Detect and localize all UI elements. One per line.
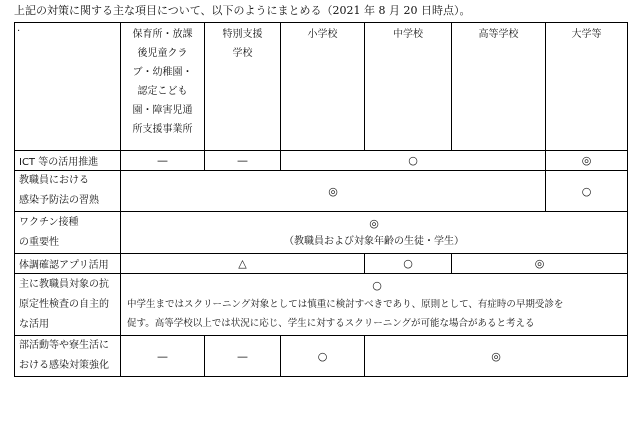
row-vaccine-all xyxy=(121,212,628,254)
row-antigen-label xyxy=(15,274,121,336)
header-university xyxy=(546,23,628,151)
row-health-app-label: 体調確認アプリ活用 xyxy=(15,254,121,274)
header-nursery-line: 園・障害児通 xyxy=(132,105,193,116)
row-ict-label: ICT 等の活用推進 xyxy=(15,151,121,171)
header-special xyxy=(205,23,281,151)
row-vaccine xyxy=(15,212,628,254)
row-ict-school: ○ xyxy=(281,151,546,171)
header-nursery-line: ブ・幼稚園・ xyxy=(132,67,193,78)
corner-mark: . xyxy=(17,23,21,34)
header-high-label: 高等学校 xyxy=(478,29,519,40)
row-vaccine-note: （教職員および対象年齢の生徒・学生） xyxy=(284,235,464,247)
header-row xyxy=(15,23,628,151)
header-elementary xyxy=(281,23,365,151)
row-label-line: の重要性 xyxy=(19,236,59,248)
row-staff-training-university: ○ xyxy=(546,171,628,212)
row-health-app-high-univ: ◎ xyxy=(452,254,628,274)
row-staff-training xyxy=(15,171,628,212)
row-vaccine-mark: ◎ xyxy=(369,216,379,230)
row-club-label xyxy=(15,336,121,377)
header-nursery-line: 後児童クラ xyxy=(137,48,188,59)
measures-table xyxy=(14,22,628,377)
row-staff-training-label xyxy=(15,171,121,212)
row-antigen-text-1: 中学生まではスクリーニング対象としては慎重に検討すべきであり、原則として、有症時の早期受診を xyxy=(127,299,564,310)
row-antigen-all xyxy=(121,274,628,336)
header-nursery-line: 保育所・放課 xyxy=(132,29,193,40)
row-label-line: 原定性検査の自主的 xyxy=(19,298,109,310)
header-special-line: 特別支援 xyxy=(222,29,263,40)
page-title: 上記の対策に関する主な項目について、以下のようにまとめる（2021 年 8 月 20 日時点）。 xyxy=(14,4,471,17)
row-club-nursery: — xyxy=(121,336,205,377)
row-label-line: 部活動等や寮生活に xyxy=(19,340,109,351)
row-label-line: 感染予防法の習熟 xyxy=(19,195,99,206)
row-label-line: 主に教職員対象の抗 xyxy=(19,278,109,290)
row-staff-training-school: ◎ xyxy=(121,171,546,212)
header-nursery-line: 認定こども xyxy=(137,86,188,97)
row-club-special: — xyxy=(205,336,281,377)
header-nursery xyxy=(121,23,205,151)
header-nursery-line: 所支援事業所 xyxy=(132,124,193,135)
row-club-elementary: ○ xyxy=(281,336,365,377)
row-health-app-junior: ○ xyxy=(365,254,452,274)
row-club-upper: ◎ xyxy=(365,336,628,377)
row-antigen-mark: ○ xyxy=(372,279,382,292)
header-junior xyxy=(365,23,452,151)
header-junior-label: 中学校 xyxy=(393,29,423,40)
row-label-line: ワクチン接種 xyxy=(19,216,79,228)
row-label-line: な活用 xyxy=(19,318,49,330)
row-ict-nursery: — xyxy=(121,151,205,171)
row-ict xyxy=(15,151,628,171)
row-health-app xyxy=(15,254,628,274)
row-label-line: おける感染対策強化 xyxy=(19,360,109,371)
row-antigen-text-2: 促す。高等学校以上では状況に応じ、学生に対するスクリーニングが可能な場合があると考える xyxy=(127,318,535,329)
row-vaccine-label xyxy=(15,212,121,254)
row-antigen xyxy=(15,274,628,336)
row-club xyxy=(15,336,628,377)
row-ict-university: ◎ xyxy=(546,151,628,171)
header-high xyxy=(452,23,546,151)
row-label-line: 教職員における xyxy=(19,175,89,186)
row-health-app-nursery-elem: △ xyxy=(121,254,365,274)
header-university-label: 大学等 xyxy=(571,29,602,40)
header-elementary-label: 小学校 xyxy=(307,29,338,40)
header-corner xyxy=(15,23,121,151)
header-special-line: 学校 xyxy=(232,48,253,59)
row-ict-special: — xyxy=(205,151,281,171)
